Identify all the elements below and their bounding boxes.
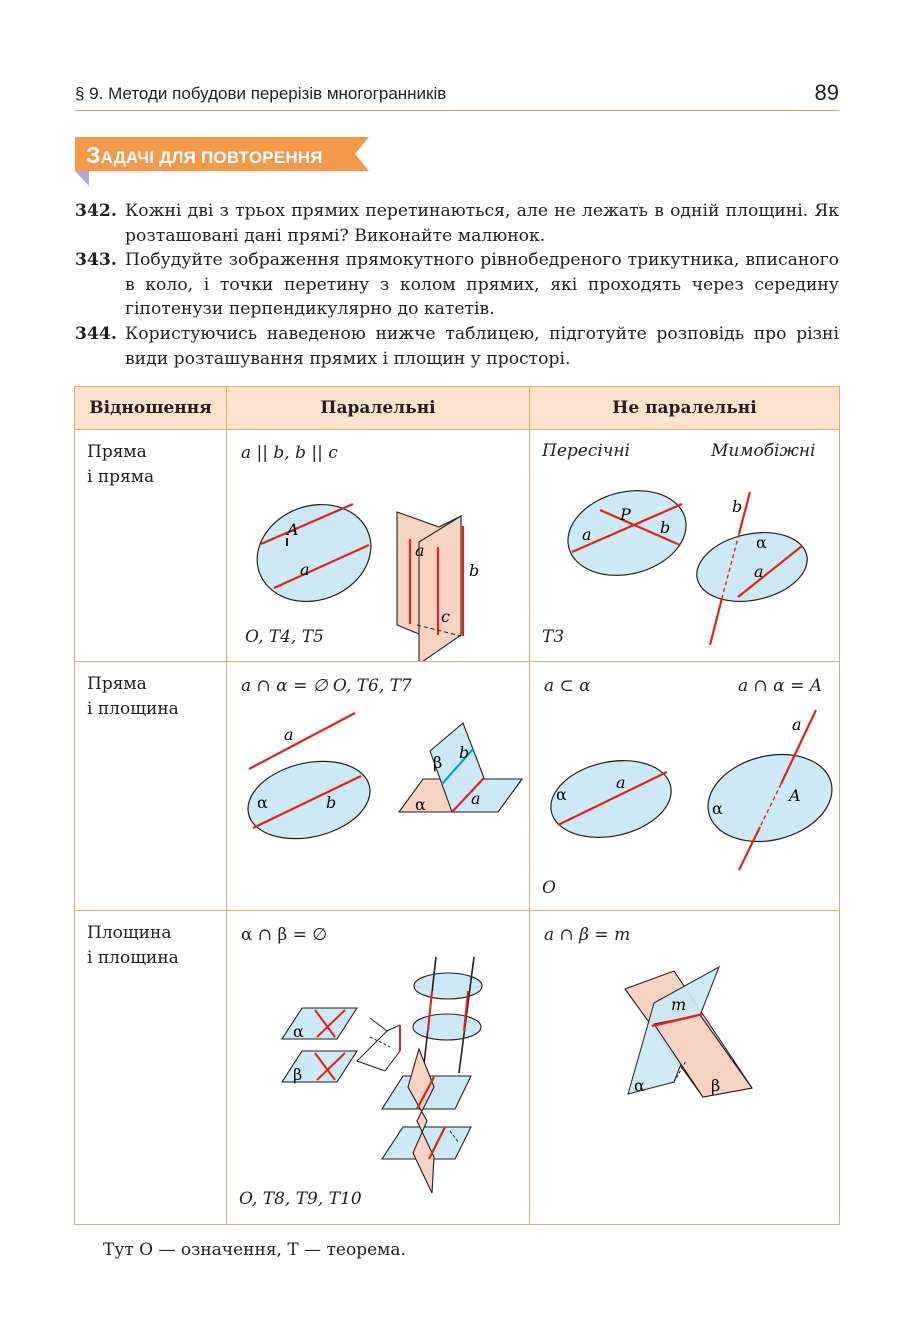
footnote: Тут O — означення, T — теорема. — [103, 1240, 406, 1260]
svg-text:a: a — [415, 541, 425, 560]
svg-text:A: A — [287, 520, 299, 539]
cell-line-line-parallel — [227, 430, 529, 661]
nonparallel-refs: T3 — [542, 627, 565, 647]
svg-text:a: a — [582, 525, 592, 544]
svg-text:b: b — [660, 518, 671, 537]
svg-text:α: α — [634, 1076, 645, 1095]
svg-text:α: α — [756, 533, 767, 552]
svg-text:c: c — [441, 607, 450, 626]
svg-text:a: a — [300, 560, 310, 579]
intersecting-label: Пересічні — [542, 441, 630, 461]
svg-text:α: α — [712, 799, 723, 818]
plane-plane-parallel-formula: α ∩ β = ∅ — [241, 925, 328, 945]
parallel-refs: O, T4, T5 — [245, 627, 324, 647]
line-plane-intersect-formula: a ∩ α = A — [738, 676, 822, 696]
relations-table — [74, 386, 840, 1225]
relation-line-line: Пряма і пряма — [87, 442, 155, 487]
parallel-formula: a || b, b || c — [241, 443, 338, 463]
header-parallel: Паралельні — [227, 387, 530, 430]
svg-text:β: β — [293, 1065, 303, 1084]
header-relation: Відношення — [75, 387, 227, 430]
cell-line-plane-nonparallel — [530, 662, 839, 910]
intersecting-planes-figure — [530, 911, 840, 1224]
relation-line-plane: Пряма і площина — [87, 674, 179, 719]
svg-text:m: m — [671, 995, 687, 1014]
svg-text:α: α — [415, 795, 426, 814]
task-343: 343. Побудуйте зображення прямокутного рівнобедреного трикутника, вписаного в коло, і точки перетину з колом прямих, які проходять через середину гіпотенузи перпендикулярно до катетів. — [75, 250, 839, 319]
line-plane-parallel-figure — [227, 662, 530, 910]
task-344: 344. Користуючись наведеною нижче таблицею, підготуйте розповідь про різні види розташування прямих і площин у просторі. — [75, 324, 839, 369]
svg-text:b: b — [326, 793, 337, 812]
svg-text:a: a — [471, 789, 481, 808]
svg-text:a: a — [616, 773, 626, 792]
line-plane-refs: O — [542, 878, 556, 898]
svg-text:b: b — [459, 743, 470, 762]
intersecting-skew-figure — [530, 430, 840, 661]
svg-text:α: α — [257, 793, 268, 812]
parallel-planes-figure — [227, 911, 530, 1224]
line-plane-parallel-formula: a ∩ α = ∅ O, T6, T7 — [241, 676, 412, 696]
svg-text:a: a — [792, 715, 802, 734]
running-header — [75, 80, 839, 111]
svg-text:α: α — [556, 785, 567, 804]
skew-label: Мимобіжні — [711, 441, 816, 461]
cell-plane-plane-nonparallel — [530, 911, 839, 1224]
svg-text:a: a — [284, 725, 294, 744]
svg-text:A: A — [789, 786, 801, 805]
section-title: § 9. Методи побудови перерізів многогранників — [75, 84, 447, 103]
svg-text:b: b — [732, 497, 743, 516]
plane-plane-intersect-formula: a ∩ β = m — [544, 925, 631, 945]
header-nonparallel: Не паралельні — [530, 387, 840, 430]
svg-text:β: β — [433, 753, 443, 772]
line-plane-nonparallel-figure — [530, 662, 840, 910]
relation-plane-plane: Площина і площина — [87, 923, 179, 968]
banner-title: ЗАДАЧІ ДЛЯ ПОВТОРЕННЯ — [86, 142, 323, 168]
cell-line-line-nonparallel — [530, 430, 839, 661]
task-342: 342. Кожні дві з трьох прямих перетинаються, але не лежать в одній площині. Як розташовані дані прямі? Виконайте малюнок. — [75, 201, 839, 246]
svg-text:P: P — [620, 505, 631, 524]
svg-text:α: α — [293, 1022, 304, 1041]
plane-plane-parallel-refs: O, T8, T9, T10 — [239, 1189, 362, 1209]
svg-text:b: b — [469, 561, 480, 580]
page-number: 89 — [814, 80, 839, 105]
svg-text:β: β — [711, 1076, 721, 1095]
cell-plane-plane-parallel — [227, 911, 529, 1224]
svg-text:a: a — [754, 562, 764, 581]
line-in-plane-formula: a ⊂ α — [544, 676, 591, 696]
cell-line-plane-parallel — [227, 662, 529, 910]
